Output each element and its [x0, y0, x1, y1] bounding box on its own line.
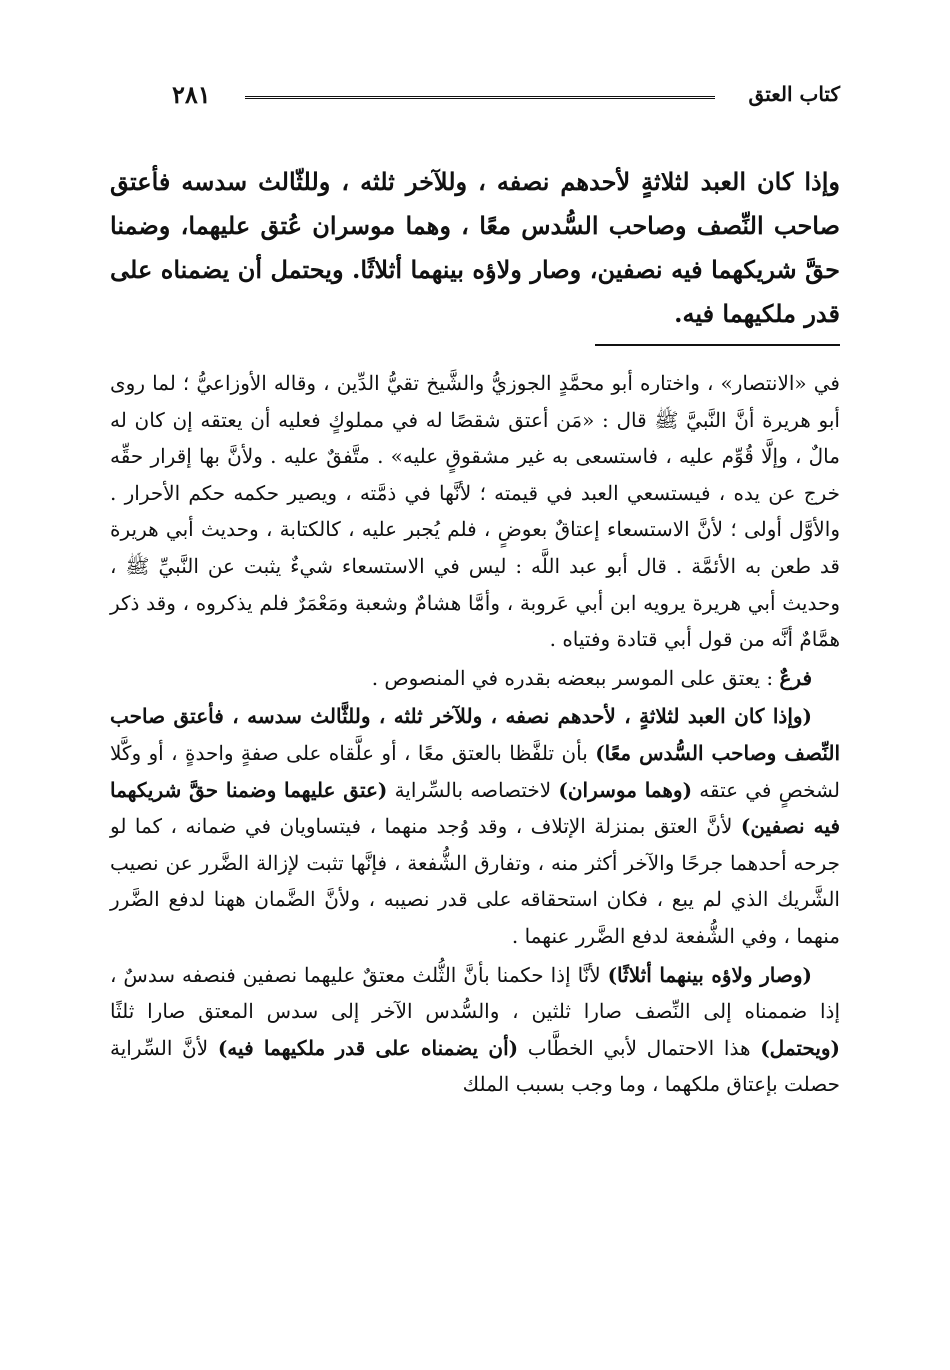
- quoted-text: (وإذا كان العبد لثلاثةٍ ، لأحدهم نصفه ، وللآخر ثلثه ، وللثَّالث سدسه ، فأعتق صاحب النِّصف وصاحب السُّدس معًا): [110, 704, 841, 765]
- far-heading: فرعٌ: [779, 665, 812, 690]
- commentary-text: لاختصاصه بالسِّراية: [387, 777, 559, 802]
- commentary: [110, 365, 840, 1103]
- quoted-text: (أن يضمناه على قدر ملكيهما فيه): [217, 1035, 519, 1060]
- quoted-text: (عتق عليهما وضمنا حقَّ شريكهما فيه نصفين): [110, 777, 840, 839]
- commentary-paragraph-4: [110, 957, 840, 1103]
- main-text-rule: [595, 344, 840, 346]
- quoted-text: (ويحتمل): [760, 1035, 841, 1060]
- commentary-text: بأن تلفَّظا بالعتق معًا ، أو علَّقاه على صفةٍ واحدةٍ ، أو وكَّلا لشخصٍ في عتقه: [110, 740, 840, 802]
- page-header: [150, 80, 840, 120]
- book-title: كتاب العتق: [748, 82, 840, 106]
- quoted-text: (وهما موسران): [558, 777, 693, 802]
- commentary-paragraph-1: في «الانتصار» ، واختاره أبو محمَّدٍ الجوزيُّ والشَّيخ تقيُّ الدِّين ، وقاله الأوزاعيُّ ؛ لما روى أبو هريرة أنَّ النَّبيَّ ﷺ قال : «مَن أعتق شقصًا له في مملوكٍ فعليه أن يعتقه إن كان له مالٌ ، وإلَّا قُوِّم عليه ، فاستسعى به غير مشقوقٍ عليه» . متَّفقٌ عليه . ولأنَّ بها إقرار حقِّه خرج عن يده ، فيستسعي العبد في قيمته ؛ لأنَّها في ذمَّته ، ويصير حكمه حكم الأحرار . والأوَّل أولى ؛ لأنَّ الاستسعاء إعتاقٌ بعوضٍ ، فلم يُجبر عليه ، كالكتابة ، وحديث أبي هريرة قد طعن به الأئمَّة . قال أبو عبد اللَّه : ليس في الاستسعاء شيءٌ يثبت عن النَّبيِّ ﷺ ، وحديث أبي هريرة يرويه ابن أبي عَروبة ، وأمَّا هشامٌ وشعبة ومَعْمَرٌ فلم يذكروه ، وقد ذكر همَّامٌ أنَّه من قول أبي قتادة وفتياه .: [110, 371, 840, 652]
- main-text: وإذا كان العبد لثلاثةٍ لأحدهم نصفه ، وللآخر ثلثه ، وللثّالث سدسه فأعتق صاحب النِّصف وصاحب السُّدس معًا ، وهما موسران عُتق عليهما، وضمنا حقَّ شريكهما فيه نصفين، وصار ولاؤه بينهما أثلاثًا. ويحتمل أن يضمناه على قدر ملكيهما فيه.: [110, 167, 840, 328]
- commentary-text: لأنَّا إذا حكمنا بأنَّ الثُّلث معتقٌ عليهما نصفين فنصفه سدسٌ ، إذا ضممناه إلى النِّصف صارا ثلثين ، والسُّدس الآخر إلى سدس المعتق صارا ثلثًا: [110, 962, 840, 1024]
- far-text: : يعتق على الموسر ببعضه بقدره في المنصوص .: [371, 665, 780, 690]
- commentary-paragraph-2: [110, 660, 840, 697]
- commentary-text: هذا الاحتمال لأبي الخطَّاب: [518, 1035, 761, 1060]
- commentary-paragraph-3: [110, 698, 840, 954]
- page-number: ٢٨١: [172, 80, 211, 109]
- header-rule: [245, 96, 715, 99]
- commentary-text: لأنَّ العتق بمنزلة الإتلاف ، وقد وُجد منهما ، فيتساويان في ضمانه ، كما لو جرحه أحدهما جرحًا والآخر أكثر منه ، وتفارق الشُّفعة ، فإنَّها تثبت لإزالة الضَّرر عن نصيب الشَّريك الذي لم يبع ، فكان استحقاقه على قدر نصيبه ، ولأنَّ الضَّمان ههنا لدفع الضَّرر منهما ، وفي الشُّفعة لدفع الضَّرر عنهما .: [110, 814, 840, 948]
- quoted-text: (وصار ولاؤه بينهما أثلاثًا): [607, 962, 812, 987]
- commentary-text: لأنَّ السِّراية حصلت بإعتاق ملكهما ، وما وجب بسبب الملك: [110, 1035, 840, 1097]
